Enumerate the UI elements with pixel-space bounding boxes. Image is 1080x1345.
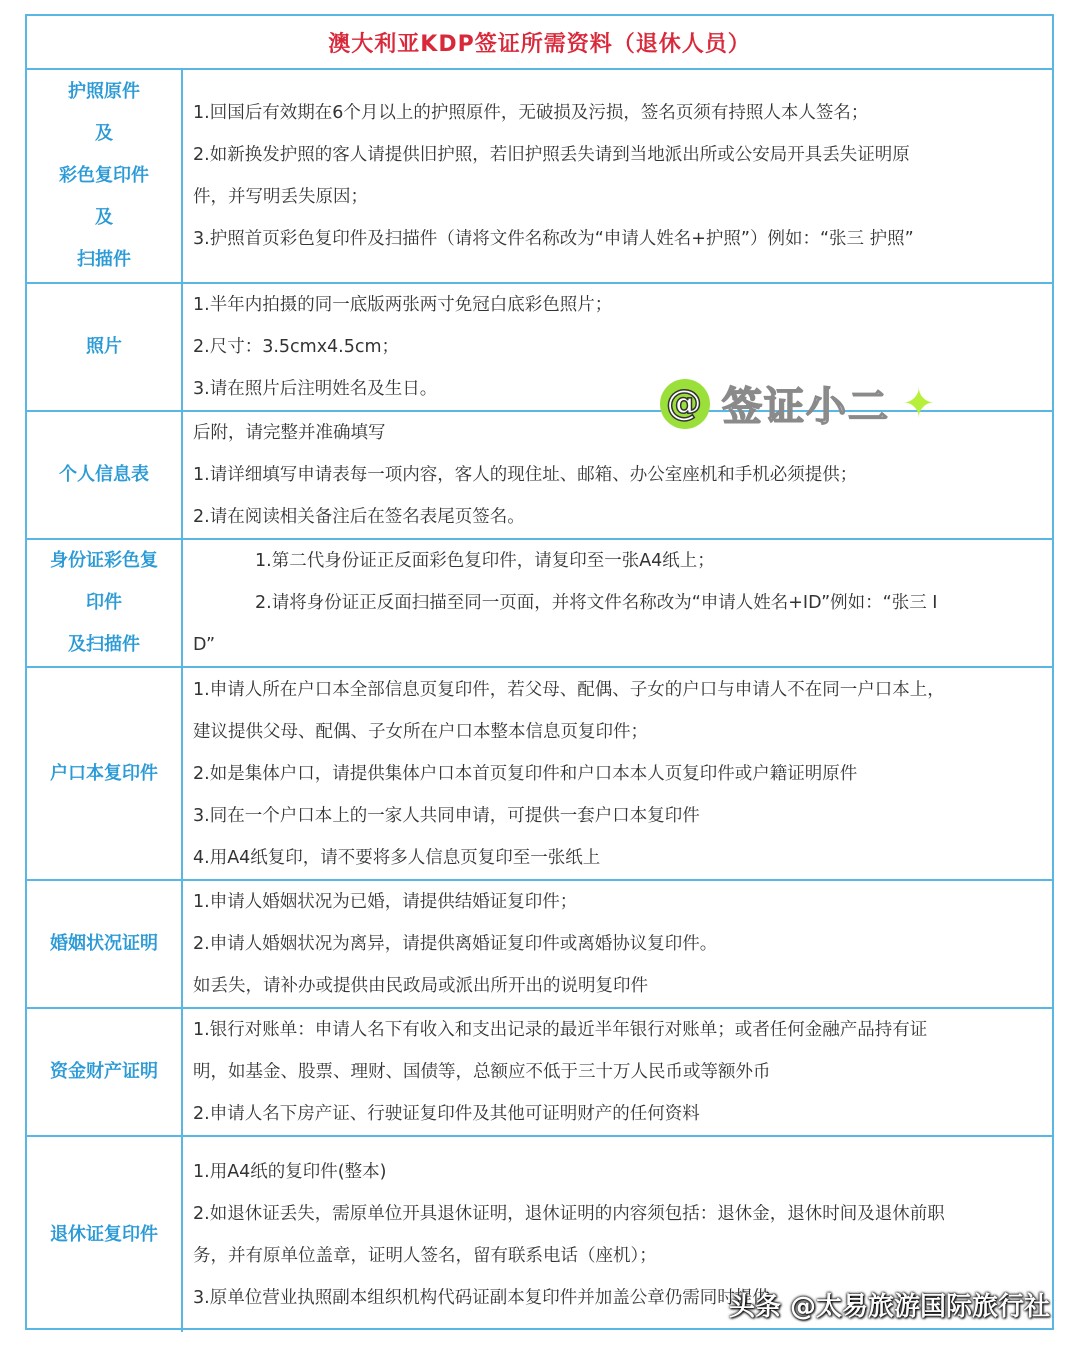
table-row-passport — [27, 70, 1052, 284]
label-line: 照片 — [86, 336, 122, 357]
content-line: 建议提供父母、配偶、子女所在户口本整本信息页复印件； — [193, 721, 648, 742]
sparkle-icon: ✦ — [902, 380, 938, 427]
table-row-marital-status — [27, 881, 1052, 1009]
row-label — [27, 540, 183, 666]
content-line: 2.尺寸：3.5cmx4.5cm； — [193, 337, 400, 357]
content-line: 1.半年内拍摄的同一底版两张两寸免冠白底彩色照片； — [193, 295, 613, 315]
watermark-text: 签证小二 — [722, 384, 890, 430]
row-label — [27, 70, 183, 282]
label-line: 及 — [95, 123, 113, 144]
at-icon: @ — [660, 379, 710, 429]
content-line: D” — [193, 635, 216, 655]
content-line: 4.用A4纸复印，请不要将多人信息页复印至一张纸上 — [193, 847, 601, 868]
content-line: 3.同在一个户口本上的一家人共同申请，可提供一套户口本复印件 — [193, 805, 700, 826]
content-line: 后附，请完整并准确填写 — [193, 423, 386, 443]
watermark — [660, 375, 938, 432]
row-content — [183, 540, 1052, 666]
content-line: 3.请在照片后注明姓名及生日。 — [193, 379, 438, 399]
content-line: 2.请将身份证正反面扫描至同一页面，并将文件名称改为“申请人姓名+ID”例如：“张三 I — [255, 593, 938, 613]
label-line: 资金财产证明 — [50, 1061, 158, 1082]
content-line: 2.如退休证丢失，需原单位开具退休证明，退休证明的内容须包括：退休金，退休时间及退休前职 — [193, 1203, 945, 1224]
content-line: 件，并写明丢失原因； — [193, 187, 368, 207]
content-line: 2.申请人婚姻状况为离异，请提供离婚证复印件或离婚协议复印件。 — [193, 934, 718, 954]
label-line: 户口本复印件 — [50, 762, 158, 784]
content-line: 1.银行对账单：申请人名下有收入和支出记录的最近半年银行对账单；或者任何金融产品持有证 — [193, 1020, 928, 1040]
content-line: 2.申请人名下房产证、行驶证复印件及其他可证明财产的任何资料 — [193, 1104, 700, 1124]
content-line: 1.第二代身份证正反面彩色复印件，请复印至一张A4纸上； — [255, 551, 715, 571]
content-line: 3.护照首页彩色复印件及扫描件（请将文件名称改为“申请人姓名+护照”）例如：“张三 护照” — [193, 229, 914, 249]
content-line: 2.如新换发护照的客人请提供旧护照，若旧护照丢失请到当地派出所或公安局开具丢失证明原 — [193, 145, 910, 165]
content-line: 1.回国后有效期在6个月以上的护照原件，无破损及污损，签名页须有持照人本人签名； — [193, 103, 869, 123]
row-label — [27, 1137, 183, 1332]
table-title: 澳大利亚KDP签证所需资料（退休人员） — [27, 16, 1052, 70]
table-row-id-card — [27, 540, 1052, 668]
row-content — [183, 1009, 1052, 1135]
row-label — [27, 881, 183, 1007]
table-row-financial-proof — [27, 1009, 1052, 1137]
row-label — [27, 412, 183, 538]
label-line: 身份证彩色复 — [50, 550, 158, 571]
content-line: 1.请详细填写申请表每一项内容，客人的现住址、邮箱、办公室座机和手机必须提供； — [193, 465, 858, 485]
row-content — [183, 668, 1052, 879]
content-line: 1.申请人婚姻状况为已婚，请提供结婚证复印件； — [193, 892, 578, 912]
content-line: 3.原单位营业执照副本组织机构代码证副本复印件并加盖公章仍需同时提供 — [193, 1287, 770, 1308]
label-line: 及扫描件 — [68, 634, 140, 655]
row-label — [27, 668, 183, 879]
content-line: 务，并有原单位盖章，证明人签名，留有联系电话（座机）； — [193, 1245, 657, 1266]
content-line: 2.请在阅读相关备注后在签名表尾页签名。 — [193, 507, 525, 527]
label-line: 彩色复印件 — [59, 165, 149, 186]
label-line: 及 — [95, 207, 113, 228]
label-line: 护照原件 — [68, 81, 140, 102]
content-line: 1.用A4纸的复印件(整本) — [193, 1161, 387, 1182]
content-line: 2.如是集体户口，请提供集体户口本首页复印件和户口本本人页复印件或户籍证明原件 — [193, 763, 858, 784]
label-line: 扫描件 — [77, 249, 131, 270]
label-line: 印件 — [86, 592, 122, 613]
source-watermark: 头条 @太易旅游国际旅行社 — [728, 1292, 1050, 1322]
table-row-household-register — [27, 668, 1052, 881]
content-line: 1.申请人所在户口本全部信息页复印件，若父母、配偶、子女的户口与申请人不在同一户口本上， — [193, 679, 945, 700]
content-line: 明，如基金、股票、理财、国债等，总额应不低于三十万人民币或等额外币 — [193, 1062, 771, 1082]
content-line: 如丢失，请补办或提供由民政局或派出所开出的说明复印件 — [193, 976, 648, 996]
label-line: 个人信息表 — [59, 464, 149, 485]
row-content — [183, 881, 1052, 1007]
label-line: 婚姻状况证明 — [50, 933, 158, 954]
label-line: 退休证复印件 — [50, 1223, 158, 1245]
row-label — [27, 284, 183, 410]
row-content — [183, 70, 1052, 282]
visa-requirements-table — [25, 14, 1054, 1330]
row-label — [27, 1009, 183, 1135]
